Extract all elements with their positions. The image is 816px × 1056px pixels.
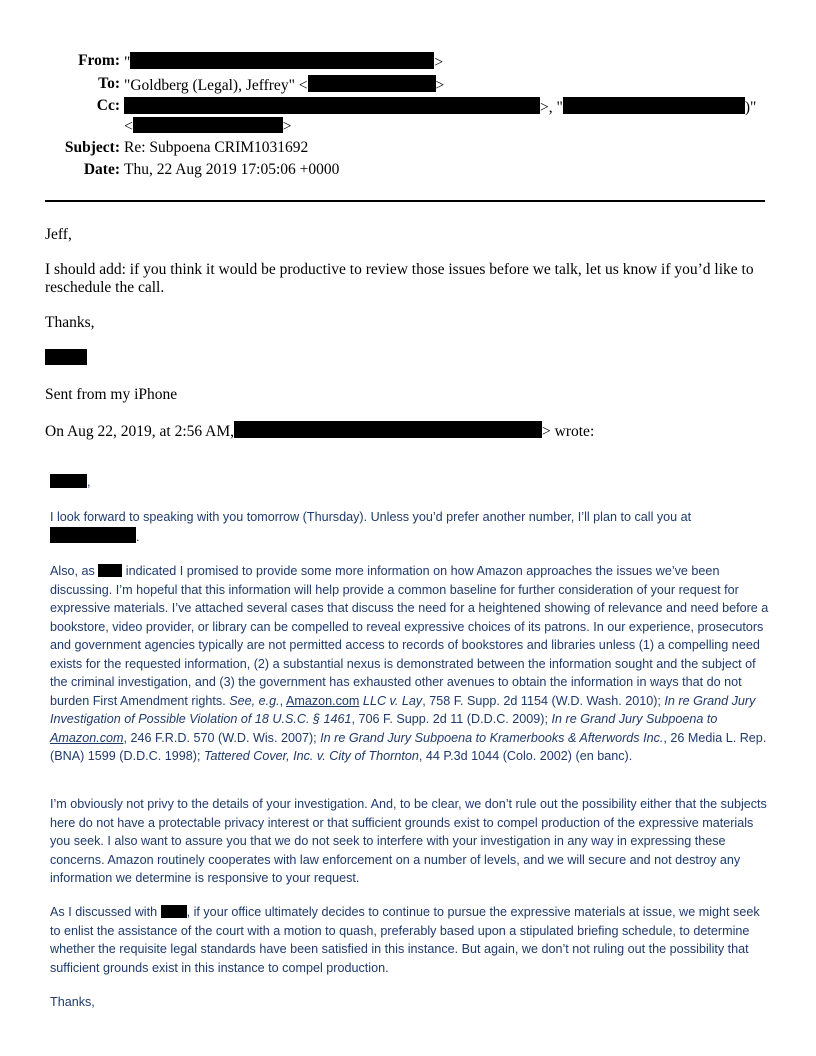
to-value: "Goldberg (Legal), Jeffrey" < > <box>124 77 445 94</box>
redaction-block <box>161 905 187 918</box>
date-value: Thu, 22 Aug 2019 17:05:06 +0000 <box>124 161 340 178</box>
redaction-block <box>124 97 540 114</box>
redaction-block <box>50 527 136 543</box>
date-label: Date: <box>83 161 120 178</box>
redaction-block <box>563 97 745 114</box>
redaction-block <box>234 421 542 438</box>
quoted-closing: Thanks, <box>50 995 95 1009</box>
redaction-block <box>98 564 122 577</box>
from-label: From: <box>78 52 120 69</box>
redaction-block <box>308 75 436 92</box>
quoted-paragraph-2: Also, as indicated I promised to provide some more information on how Amazon approaches the issues we’ve been discussing. I’m hopeful that this information will help provide a common baseline for further consideration of your request for expressive materials. I’ve attached several cases that discuss the need for a heightened showing of relevance and need before a bookstore, video provider, or library can be compelled to reveal expressive choices of its patrons. In our experience, prosecutors and government agencies typically are not permitted access to records of bookstores and libraries unless (1) a compelling need exists for the requested information, (2) a substantial nexus is demonstrated between the information sought and the subject of the criminal investigation, and (3) the government has exhausted other avenues to obtain the information in ways that do not burden First Amendment rights. See, e.g., Amazon.com LLC v. Lay, 758 F. Supp. 2d 1154 (W.D. Wash. 2010); In re Grand Jury Investigation of Possible Violation of 18 U.S.C. § 1461, 706 F. Supp. 2d 11 (D.D.C. 2009); In re Grand Jury Subpoena to Amazon.com, 246 F.R.D. 570 (W.D. Wis. 2007); In re Grand Jury Subpoena to Kramerbooks & Afterwords Inc., 26 Media L. Rep. (BNA) 1599 (D.D.C. 1998); Tattered Cover, Inc. v. City of Thornton, 44 P.3d 1044 (Colo. 2002) (en banc). <box>50 564 769 763</box>
redaction-block <box>50 474 87 488</box>
subject-value: Re: Subpoena CRIM1031692 <box>124 139 309 156</box>
email-document: From: " > To: "Goldberg (Legal), Jeffrey" < > Cc: >, " )" < > Subject: Re: Subpoena CRIM1031692 Date: Thu, 22 Aug 2019 17:05:06 +0000 Jeff, I should add: if you think it would be productive to review those issues before we talk, let us know if you’d like to reschedule the call. Thanks, Sent from my iPhone On Aug 22, 2019, at 2:56 AM, > wrote: , I look forward to speaking with you tomorrow (Thursday). Unless you’d prefer another number, I’ll plan to call you at . Also, as indicated I promised to provide some more information on how Amazon approaches the issues we’ve been discussing. I’m hopeful that this information will help provide a common baseline for further consideration of your request for expressive materials. I’ve attached several cases that discuss the need for a heightened showing of relevance and need before a bookstore, video provider, or library can be compelled to reveal expressive choices of its patrons. In our experience, prosecutors and government agencies typically are not permitted access to records of bookstores and libraries unless (1) a compelling need exists for the requested information, (2) a substantial nexus is demonstrated between the information sought and the subject of the criminal investigation, and (3) the government has exhausted other avenues to obtain the information in ways that do not burden First Amendment rights. See, e.g., Amazon.com LLC v. Lay, 758 F. Supp. 2d 1154 (W.D. Wash. 2010); In re Grand Jury Investigation of Possible Violation of 18 U.S.C. § 1461, 706 F. Supp. 2d 11 (D.D.C. 2009); In re Grand Jury Subpoena to Amazon.com, 246 F.R.D. 570 (W.D. Wis. 2007); In re Grand Jury Subpoena to Kramerbooks & Afterwords Inc., 26 Media L. Rep. (BNA) 1599 (D.D.C. 1998); Tattered Cover, Inc. v. City of Thornton, 44 P.3d 1044 (Colo. 2002) (en banc). I’m obviously not privy to the details of your investigation. And, to be clear, we don’t rule out the possibility either that the subjects here do not have a protectable privacy interest or that sufficient grounds exist to compel production of the expressive materials you seek. I also want to assure you that we do not seek to interfere with your investigation in any way in expressing these concerns. Amazon routinely cooperates with law enforcement on a number of levels, and we will secure and not destroy any information we determine is responsive to your request. As I discussed with , if your office ultimately decides to continue to pursue the expressive materials at issue, we might seek to enlist the assistance of the court with a motion to quash, preferably based upon a stipulated briefing schedule, to determine whether the requisite legal standards have been satisfied in this instance. But again, we don’t not ruling out the possibility that sufficient grounds exist in this instance to compel production. Thanks, <box>0 0 816 1056</box>
amazon-link[interactable]: Amazon.com <box>50 730 124 745</box>
cc-label: Cc: <box>96 97 120 114</box>
from-value: " > <box>124 54 444 71</box>
cc-value: >, " )" <box>124 97 756 117</box>
reply-greeting: Jeff, <box>45 226 72 243</box>
to-label: To: <box>98 75 120 92</box>
reply-closing: Thanks, <box>45 314 95 331</box>
quoted-greeting: , <box>50 473 772 492</box>
redaction-block <box>130 52 434 69</box>
reply-signature <box>45 349 775 368</box>
header-divider <box>45 200 765 202</box>
quote-intro: On Aug 22, 2019, at 2:56 AM, > wrote: <box>45 423 595 440</box>
quoted-paragraph-4: As I discussed with , if your office ultimately decides to continue to pursue the expressive materials at issue, we might seek to enlist the assistance of the court with a motion to quash, preferably based upon a stipulated briefing schedule, to determine whether the requisite legal standards have been satisfied in this instance. But again, we don’t not ruling out the possibility that sufficient grounds exist in this instance to compel production. <box>50 905 760 975</box>
subject-label: Subject: <box>64 139 120 156</box>
redaction-block <box>133 117 283 133</box>
quoted-paragraph-3: I’m obviously not privy to the details of your investigation. And, to be clear, we don’t rule out the possibility either that the subjects here do not have a protectable privacy interest or that sufficient grounds exist to compel production of the expressive materials you seek. I also want to assure you that we do not seek to interfere with your investigation in any way in expressing these concerns. Amazon routinely cooperates with law enforcement on a number of levels, and we will secure and not destroy any information we determine is responsive to your request. <box>50 797 767 885</box>
redaction-block <box>45 349 87 365</box>
reply-paragraph: I should add: if you think it would be productive to review those issues before we talk, let us know if you’d like to reschedule the call. <box>45 261 754 296</box>
sent-from: Sent from my iPhone <box>45 386 178 403</box>
amazon-link[interactable]: Amazon.com <box>285 693 360 708</box>
quoted-paragraph-1: I look forward to speaking with you tomorrow (Thursday). Unless you’d prefer another number, I’ll plan to call you at . <box>50 510 692 544</box>
